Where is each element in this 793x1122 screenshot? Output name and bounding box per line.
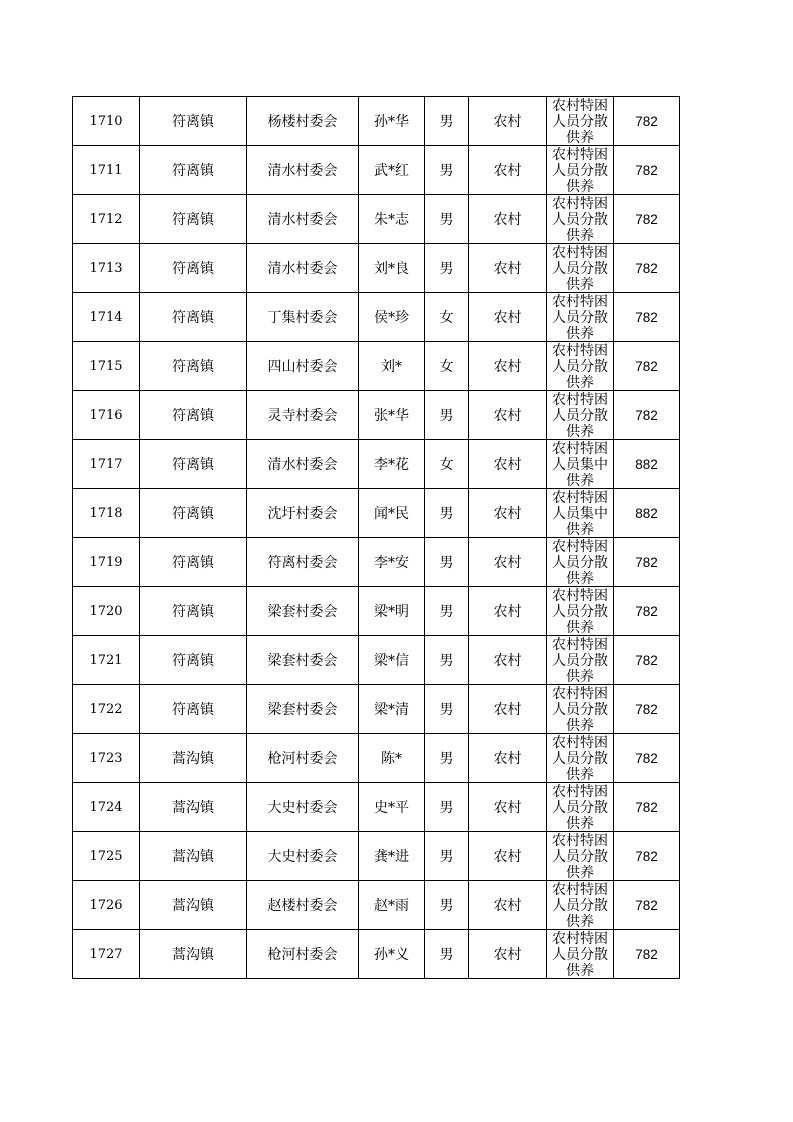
town-cell: 蒿沟镇: [140, 734, 247, 783]
village-cell: 赵楼村委会: [247, 881, 359, 930]
amount-cell: 782: [614, 734, 680, 783]
village-cell: 清水村委会: [247, 244, 359, 293]
name-cell: 龚*进: [359, 832, 425, 881]
gender-cell: 男: [425, 881, 469, 930]
row-number: 1717: [73, 440, 140, 489]
row-number: 1718: [73, 489, 140, 538]
gender-cell: 女: [425, 342, 469, 391]
table-row: [73, 489, 680, 538]
name-cell: 孙*义: [359, 930, 425, 979]
residence-cell: 农村: [469, 685, 547, 734]
name-cell: 朱*志: [359, 195, 425, 244]
gender-cell: 男: [425, 244, 469, 293]
support-type-cell: [547, 146, 614, 195]
support-type-text: 农村特困人员分散供养: [552, 588, 608, 635]
name-cell: 梁*清: [359, 685, 425, 734]
support-type-cell: [547, 685, 614, 734]
support-type-cell: [547, 538, 614, 587]
support-type-text: 农村特困人员分散供养: [552, 147, 608, 194]
support-type-cell: [547, 587, 614, 636]
gender-cell: 男: [425, 146, 469, 195]
support-type-cell: [547, 97, 614, 146]
residence-cell: 农村: [469, 97, 547, 146]
gender-cell: 男: [425, 734, 469, 783]
gender-cell: 女: [425, 440, 469, 489]
name-cell: 刘*良: [359, 244, 425, 293]
support-type-cell: [547, 244, 614, 293]
row-number: 1727: [73, 930, 140, 979]
name-cell: 刘*: [359, 342, 425, 391]
support-type-text: 农村特困人员分散供养: [552, 735, 608, 782]
village-cell: 沈圩村委会: [247, 489, 359, 538]
amount-cell: 782: [614, 293, 680, 342]
village-cell: 丁集村委会: [247, 293, 359, 342]
village-cell: 杨楼村委会: [247, 97, 359, 146]
village-cell: 清水村委会: [247, 440, 359, 489]
name-cell: 李*花: [359, 440, 425, 489]
gender-cell: 女: [425, 293, 469, 342]
residence-cell: 农村: [469, 930, 547, 979]
gender-cell: 男: [425, 685, 469, 734]
row-number: 1724: [73, 783, 140, 832]
row-number: 1719: [73, 538, 140, 587]
amount-cell: 882: [614, 489, 680, 538]
support-type-text: 农村特困人员分散供养: [552, 539, 608, 586]
support-type-cell: [547, 440, 614, 489]
name-cell: 陈*: [359, 734, 425, 783]
amount-cell: 782: [614, 881, 680, 930]
support-type-text: 农村特困人员分散供养: [552, 294, 608, 341]
amount-cell: 882: [614, 440, 680, 489]
row-number: 1713: [73, 244, 140, 293]
table-row: [73, 881, 680, 930]
gender-cell: 男: [425, 636, 469, 685]
village-cell: 四山村委会: [247, 342, 359, 391]
gender-cell: 男: [425, 538, 469, 587]
support-type-cell: [547, 391, 614, 440]
name-cell: 孙*华: [359, 97, 425, 146]
town-cell: 符离镇: [140, 293, 247, 342]
town-cell: 符离镇: [140, 440, 247, 489]
village-cell: 符离村委会: [247, 538, 359, 587]
residence-cell: 农村: [469, 636, 547, 685]
town-cell: 蒿沟镇: [140, 783, 247, 832]
table-row: [73, 244, 680, 293]
residence-cell: 农村: [469, 342, 547, 391]
name-cell: 梁*明: [359, 587, 425, 636]
table-row: [73, 391, 680, 440]
town-cell: 符离镇: [140, 636, 247, 685]
town-cell: 符离镇: [140, 146, 247, 195]
amount-cell: 782: [614, 342, 680, 391]
amount-cell: 782: [614, 244, 680, 293]
residence-cell: 农村: [469, 489, 547, 538]
village-cell: 梁套村委会: [247, 636, 359, 685]
support-type-text: 农村特困人员分散供养: [552, 833, 608, 880]
village-cell: 枪河村委会: [247, 930, 359, 979]
village-cell: 枪河村委会: [247, 734, 359, 783]
residence-cell: 农村: [469, 587, 547, 636]
row-number: 1716: [73, 391, 140, 440]
town-cell: 蒿沟镇: [140, 930, 247, 979]
row-number: 1711: [73, 146, 140, 195]
amount-cell: 782: [614, 195, 680, 244]
residence-cell: 农村: [469, 244, 547, 293]
support-type-text: 农村特困人员分散供养: [552, 686, 608, 733]
amount-cell: 782: [614, 930, 680, 979]
row-number: 1722: [73, 685, 140, 734]
amount-cell: 782: [614, 146, 680, 195]
residence-cell: 农村: [469, 832, 547, 881]
row-number: 1710: [73, 97, 140, 146]
amount-cell: 782: [614, 538, 680, 587]
support-type-cell: [547, 489, 614, 538]
amount-cell: 782: [614, 97, 680, 146]
support-type-cell: [547, 930, 614, 979]
table-row: [73, 342, 680, 391]
roster-table: [72, 96, 680, 979]
gender-cell: 男: [425, 930, 469, 979]
table-body: [73, 97, 680, 979]
name-cell: 侯*珍: [359, 293, 425, 342]
table-row: [73, 636, 680, 685]
residence-cell: 农村: [469, 440, 547, 489]
residence-cell: 农村: [469, 734, 547, 783]
row-number: 1726: [73, 881, 140, 930]
village-cell: 大史村委会: [247, 832, 359, 881]
residence-cell: 农村: [469, 783, 547, 832]
support-type-cell: [547, 881, 614, 930]
support-type-text: 农村特困人员分散供养: [552, 245, 608, 292]
gender-cell: 男: [425, 391, 469, 440]
name-cell: 闻*民: [359, 489, 425, 538]
table-row: [73, 685, 680, 734]
table-row: [73, 146, 680, 195]
village-cell: 灵寺村委会: [247, 391, 359, 440]
village-cell: 梁套村委会: [247, 685, 359, 734]
residence-cell: 农村: [469, 881, 547, 930]
name-cell: 梁*信: [359, 636, 425, 685]
support-type-cell: [547, 293, 614, 342]
support-type-text: 农村特困人员分散供养: [552, 784, 608, 831]
name-cell: 武*红: [359, 146, 425, 195]
name-cell: 赵*雨: [359, 881, 425, 930]
row-number: 1715: [73, 342, 140, 391]
support-type-cell: [547, 195, 614, 244]
table-row: [73, 195, 680, 244]
village-cell: 清水村委会: [247, 146, 359, 195]
row-number: 1725: [73, 832, 140, 881]
support-type-cell: [547, 734, 614, 783]
residence-cell: 农村: [469, 195, 547, 244]
support-type-cell: [547, 636, 614, 685]
gender-cell: 男: [425, 97, 469, 146]
table-row: [73, 783, 680, 832]
residence-cell: 农村: [469, 391, 547, 440]
town-cell: 符离镇: [140, 97, 247, 146]
amount-cell: 782: [614, 587, 680, 636]
row-number: 1721: [73, 636, 140, 685]
village-cell: 清水村委会: [247, 195, 359, 244]
village-cell: 梁套村委会: [247, 587, 359, 636]
table-row: [73, 832, 680, 881]
town-cell: 符离镇: [140, 342, 247, 391]
town-cell: 符离镇: [140, 587, 247, 636]
gender-cell: 男: [425, 832, 469, 881]
amount-cell: 782: [614, 636, 680, 685]
table-row: [73, 440, 680, 489]
support-type-text: 农村特困人员分散供养: [552, 196, 608, 243]
row-number: 1712: [73, 195, 140, 244]
row-number: 1723: [73, 734, 140, 783]
support-type-text: 农村特困人员分散供养: [552, 98, 608, 145]
name-cell: 张*华: [359, 391, 425, 440]
amount-cell: 782: [614, 391, 680, 440]
support-type-cell: [547, 783, 614, 832]
residence-cell: 农村: [469, 146, 547, 195]
table-row: [73, 293, 680, 342]
town-cell: 符离镇: [140, 538, 247, 587]
gender-cell: 男: [425, 587, 469, 636]
town-cell: 蒿沟镇: [140, 832, 247, 881]
residence-cell: 农村: [469, 293, 547, 342]
support-type-text: 农村特困人员集中供养: [552, 441, 608, 488]
table-row: [73, 538, 680, 587]
town-cell: 符离镇: [140, 244, 247, 293]
support-type-cell: [547, 832, 614, 881]
table-row: [73, 587, 680, 636]
town-cell: 蒿沟镇: [140, 881, 247, 930]
town-cell: 符离镇: [140, 391, 247, 440]
support-type-text: 农村特困人员集中供养: [552, 490, 608, 537]
town-cell: 符离镇: [140, 685, 247, 734]
town-cell: 符离镇: [140, 195, 247, 244]
amount-cell: 782: [614, 685, 680, 734]
support-type-text: 农村特困人员分散供养: [552, 343, 608, 390]
amount-cell: 782: [614, 783, 680, 832]
amount-cell: 782: [614, 832, 680, 881]
roster-sheet: [72, 96, 680, 979]
gender-cell: 男: [425, 195, 469, 244]
support-type-text: 农村特困人员分散供养: [552, 931, 608, 978]
town-cell: 符离镇: [140, 489, 247, 538]
residence-cell: 农村: [469, 538, 547, 587]
support-type-text: 农村特困人员分散供养: [552, 882, 608, 929]
village-cell: 大史村委会: [247, 783, 359, 832]
gender-cell: 男: [425, 783, 469, 832]
name-cell: 史*平: [359, 783, 425, 832]
name-cell: 李*安: [359, 538, 425, 587]
gender-cell: 男: [425, 489, 469, 538]
table-row: [73, 97, 680, 146]
support-type-cell: [547, 342, 614, 391]
support-type-text: 农村特困人员分散供养: [552, 392, 608, 439]
row-number: 1714: [73, 293, 140, 342]
support-type-text: 农村特困人员分散供养: [552, 637, 608, 684]
table-row: [73, 734, 680, 783]
table-row: [73, 930, 680, 979]
row-number: 1720: [73, 587, 140, 636]
